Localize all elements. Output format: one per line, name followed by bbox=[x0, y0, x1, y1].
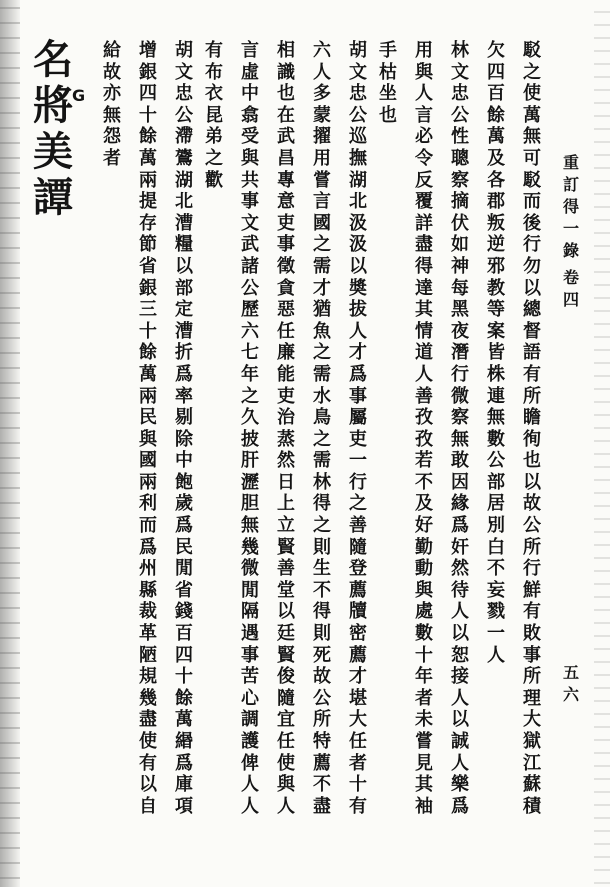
text-column: 手 枯 坐 也 bbox=[379, 40, 397, 126]
running-title: 重 訂 得 一 錄 bbox=[562, 153, 579, 260]
page-edge-left bbox=[0, 0, 20, 887]
text-column: 言 虛 中 翕 受 與 共 事 文 武 諸 公 歷 六 七 年 之 久 披 肝 瀝 胆 無 幾 微 閒 隔 遇 事 苦 心 調 護 俾 人 人 bbox=[241, 40, 259, 817]
title-mark: G bbox=[72, 86, 86, 105]
text-column: 有 布 衣 昆 弟 之 歡 bbox=[205, 40, 223, 191]
text-column: 相 識 也 在 武 昌 專 意 吏 事 徵 貪 惡 任 廉 能 吏 治 蒸 然 日 上 立 賢 善 堂 以 廷 賢 俊 隨 宜 任 使 與 人 bbox=[277, 40, 295, 817]
text-column: 六 人 多 蒙 擢 用 嘗 言 國 之 需 才 猶 魚 之 需 水 鳥 之 需 林 得 之 則 生 不 得 則 死 故 公 所 特 薦 不 盡 bbox=[313, 40, 331, 817]
volume-label: 卷 四 bbox=[562, 268, 579, 309]
text-column: 用 與 人 言 必 令 反 覆 詳 盡 得 達 其 情 道 人 善 孜 孜 若 不 及 好 勤 動 與 處 數 十 年 者 未 嘗 見 其 袖 bbox=[415, 40, 433, 817]
text-column: 林 文 忠 公 性 聰 察 摘 伏 如 神 每 黑 夜 潛 行 微 察 無 敢 因 緣 爲 奸 然 待 人 以 恕 接 人 以 誠 人 樂 爲 bbox=[451, 40, 469, 817]
page-number: 五 六 bbox=[562, 663, 579, 704]
page-edge-right bbox=[594, 0, 610, 887]
text-column: 胡 文 忠 公 滯 鷟 湖 北 漕 糧 以 部 定 漕 折 爲 率 剔 除 中 飽 歲 爲 民 閒 省 錢 百 四 十 餘 萬 緡 爲 庫 項 bbox=[175, 40, 193, 817]
text-column: 增 銀 四 十 餘 萬 兩 提 存 節 省 銀 三 十 餘 萬 兩 民 與 國 兩 利 而 爲 州 縣 裁 革 陋 規 幾 盡 使 有 以 自 bbox=[139, 40, 157, 817]
text-column: 給 故 亦 無 怨 者 bbox=[103, 40, 121, 169]
text-column: 駁 之 使 萬 無 可 駁 而 後 行 勿 以 總 督 語 有 所 瞻 徇 也 以 故 公 所 行 鮮 有 敗 事 所 理 大 獄 江 蘇 積 bbox=[523, 40, 541, 817]
section-title: 名 將 美 譚 bbox=[33, 36, 73, 221]
text-column: 胡 文 忠 公 巡 撫 湖 北 汲 汲 以 奬 拔 人 才 爲 事 屬 吏 一 行 之 善 隨 登 薦 牘 密 薦 才 堪 大 任 者 十 有 bbox=[349, 40, 367, 817]
text-column: 欠 四 百 餘 萬 及 各 郡 叛 逆 邪 教 等 案 皆 株 連 無 數 公 部 居 別 白 不 妄 戮 一 人 bbox=[487, 40, 505, 666]
